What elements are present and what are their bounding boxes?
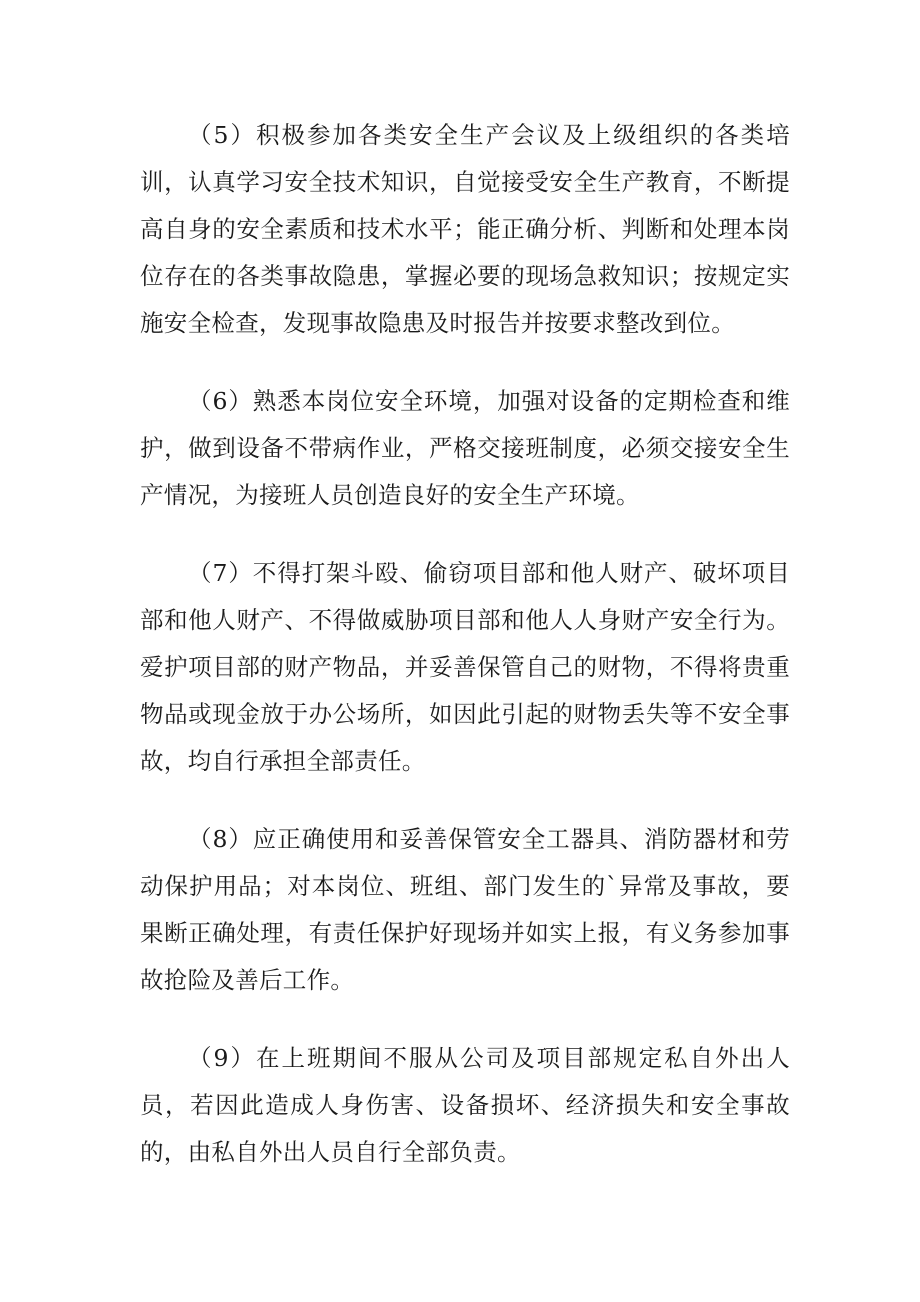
paragraph-7: （7）不得打架斗殴、偷窃项目部和他人财产、破坏项目部和他人财产、不得做威胁项目部和他人人身财产安全行为。爱护项目部的财产物品，并妥善保管自己的财物，不得将贵重物品或现金放于办公场所，如因此引起的财物丢失等不安全事故，均自行承担全部责任。	[140, 559, 790, 775]
paragraph-6: （6）熟悉本岗位安全环境，加强对设备的定期检查和维护，做到设备不带病作业，严格交接班制度，必须交接安全生产情况，为接班人员创造良好的安全生产环境。	[140, 387, 790, 509]
document-body	[140, 112, 790, 1207]
paragraph-9: （9）在上班期间不服从公司及项目部规定私自外出人员，若因此造成人身伤害、设备损坏、经济损失和安全事故的，由私自外出人员自行全部负责。	[140, 1044, 790, 1166]
paragraph-5: （5）积极参加各类安全生产会议及上级组织的各类培训，认真学习安全技术知识，自觉接受安全生产教育，不断提高自身的安全素质和技术水平；能正确分析、判断和处理本岗位存在的各类事故隐患，掌握必要的现场急救知识；按规定实施安全检查，发现事故隐患及时报告并按要求整改到位。	[140, 121, 790, 337]
paragraph-8: （8）应正确使用和妥善保管安全工器具、消防器材和劳动保护用品；对本岗位、班组、部门发生的`异常及事故，要果断正确处理，有责任保护好现场并如实上报，有义务参加事故抢险及善后工作。	[140, 825, 790, 994]
